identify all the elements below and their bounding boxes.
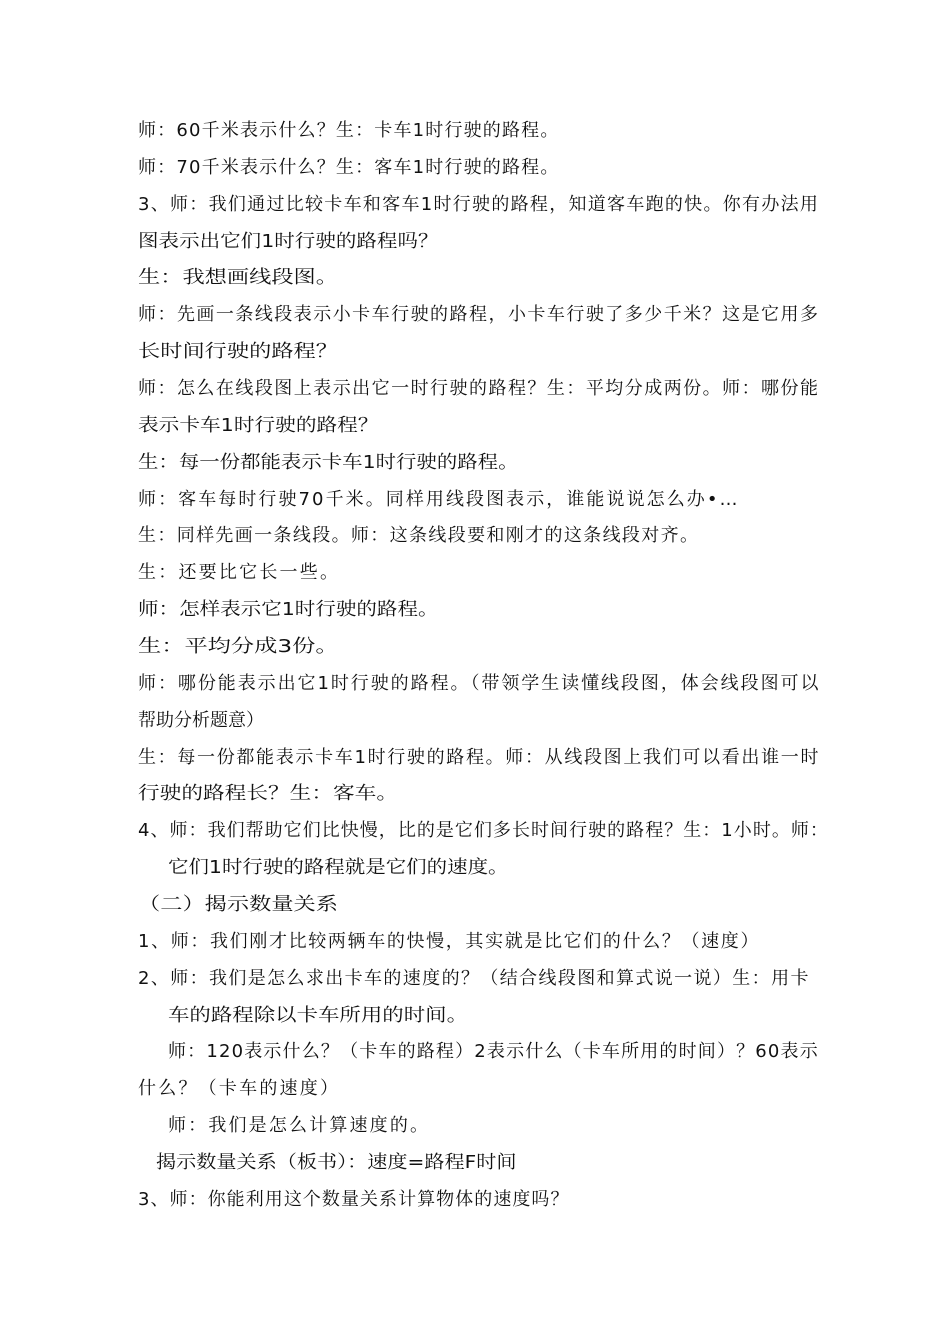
text-line-9: 表示卡车1时行驶的路程？ [138, 415, 379, 436]
text-line-2: 师：70千米表示什么？生：客车1时行驶的路程。 [138, 157, 560, 178]
text-line-14: 师：怎样表示它1时行驶的路程。 [138, 599, 439, 620]
text-line-11: 师：客车每时行驶70千米。同样用线段图表示，谁能说说怎么办•… [138, 489, 740, 510]
section-heading: （二）揭示数量关系 [138, 894, 338, 915]
text-line-24: 车的路程除以卡车所用的时间。 [168, 1005, 468, 1026]
text-line-13: 生：还要比它长一些。 [138, 562, 341, 583]
text-line-22: 1、师：我们刚才比较两辆车的快慢，其实就是比它们的什么？（速度） [138, 931, 761, 952]
text-line-10: 生：每一份都能表示卡车1时行驶的路程。 [138, 452, 519, 473]
text-line-26: 什么？（卡车的速度） [138, 1078, 341, 1099]
text-line-20: 4、师：我们帮助它们比快慢，比的是它们多长时间行驶的路程？生：1小时。师： [138, 820, 829, 841]
text-line-16: 师：哪份能表示出它1时行驶的路程。（带领学生读懂线段图，体会线段图可以 [138, 673, 821, 694]
text-line-23: 2、师：我们是怎么求出卡车的速度的？（结合线段图和算式说一说）生：用卡 [138, 968, 810, 989]
text-line-1: 师：60千米表示什么？生：卡车1时行驶的路程。 [138, 120, 560, 141]
text-line-6: 师：先画一条线段表示小卡车行驶的路程，小卡车行驶了多少千米？这是它用多 [138, 304, 820, 325]
text-line-19: 行驶的路程长？生：客车。 [138, 783, 398, 804]
text-line-3: 3、师：我们通过比较卡车和客车1时行驶的路程，知道客车跑的快。你有办法用 [138, 194, 820, 215]
text-line-4: 图表示出它们1时行驶的路程吗？ [138, 231, 439, 252]
text-line-25: 师：120表示什么？（卡车的路程）2表示什么（卡车所用的时间）？60表示 [168, 1041, 819, 1062]
text-line-12: 生：同样先画一条线段。师：这条线段要和刚才的这条线段对齐。 [138, 525, 700, 546]
text-line-21: 它们1时行驶的路程就是它们的速度。 [168, 857, 509, 878]
text-line-18: 生：每一份都能表示卡车1时行驶的路程。师：从线段图上我们可以看出谁一时 [138, 747, 821, 768]
text-line-27: 师：我们是怎么计算速度的。 [168, 1115, 431, 1136]
text-line-17: 帮助分析题意） [138, 710, 264, 731]
text-line-7: 长时间行驶的路程？ [138, 341, 338, 362]
text-line-29: 3、师：你能利用这个数量关系计算物体的速度吗？ [138, 1189, 570, 1210]
text-line-15: 生：平均分成3份。 [138, 636, 339, 657]
text-line-5: 生：我想画线段图。 [138, 267, 338, 288]
text-line-28: 揭示数量关系（板书）：速度=路程F时间 [156, 1152, 517, 1173]
text-line-8: 师：怎么在线段图上表示出它一时行驶的路程？生：平均分成两份。师：哪份能 [138, 378, 820, 399]
